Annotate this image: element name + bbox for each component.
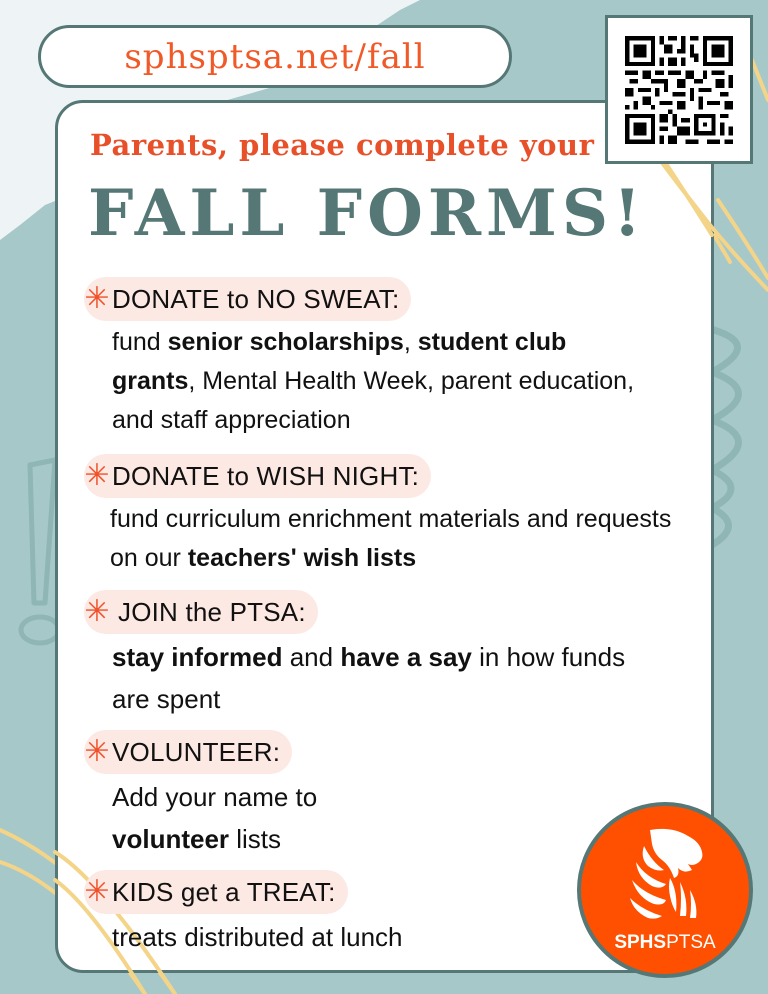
- section-description: [84, 323, 644, 440]
- tiger-icon: [622, 826, 708, 930]
- text-run: , Mental Health Week, parent education, and staff appreciation: [112, 367, 635, 434]
- qr-code[interactable]: [605, 15, 753, 164]
- section-label-pill: [84, 870, 348, 914]
- section-volunteer: [84, 730, 384, 860]
- section-kids-treat: [84, 870, 564, 958]
- text-run: fund curriculum enrichment materials and requests on our: [110, 505, 672, 572]
- logo-text: [614, 932, 715, 954]
- asterisk-bullet-icon: ✳: [84, 458, 110, 493]
- url-text[interactable]: sphsptsa.net/fall: [124, 36, 426, 77]
- section-join-ptsa: [84, 590, 664, 720]
- text-run: ,: [403, 328, 418, 356]
- text-run: treats distributed at lunch: [112, 922, 403, 952]
- asterisk-bullet-icon: ✳: [84, 281, 110, 316]
- zigzag-doodle: [712, 330, 739, 545]
- section-description: [84, 776, 384, 860]
- qr-code-icon: [625, 36, 733, 144]
- section-label: VOLUNTEER:: [112, 736, 281, 767]
- section-label-pill: [84, 277, 411, 321]
- section-description: [84, 500, 674, 578]
- text-run: fund: [112, 328, 168, 356]
- section-label: DONATE to NO SWEAT:: [112, 283, 400, 314]
- url-banner[interactable]: [38, 25, 512, 88]
- text-run: lists: [229, 824, 282, 854]
- text-run: and: [282, 642, 341, 672]
- text-run: in how funds are spent: [112, 642, 626, 714]
- logo-text-light: PTSA: [666, 932, 716, 953]
- bold-text-run: have a say: [340, 642, 472, 672]
- asterisk-bullet-icon: ✳: [84, 734, 110, 769]
- section-no-sweat: [84, 277, 644, 440]
- section-label-pill: [84, 454, 431, 498]
- section-label: DONATE to WISH NIGHT:: [112, 460, 420, 491]
- section-label-pill: [84, 730, 292, 774]
- text-run: Add your name to: [112, 782, 318, 812]
- bold-text-run: senior scholarships: [167, 328, 404, 356]
- section-label: KIDS get a TREAT:: [112, 876, 336, 907]
- subtitle-heading: Parents, please complete your: [90, 128, 595, 162]
- asterisk-bullet-icon: ✳: [84, 594, 110, 629]
- bold-text-run: student club grants: [112, 328, 567, 395]
- sphsptsa-logo: [577, 802, 753, 978]
- asterisk-bullet-icon: ✳: [84, 874, 110, 909]
- bold-text-run: volunteer: [112, 824, 230, 854]
- exclamation-doodle: [30, 460, 55, 603]
- section-wish-night: [84, 454, 674, 578]
- section-description: [84, 916, 564, 958]
- bold-text-run: teachers' wish lists: [187, 544, 417, 572]
- section-label-pill: [84, 590, 318, 634]
- section-label: JOIN the PTSA:: [118, 596, 306, 627]
- section-description: [84, 636, 664, 720]
- logo-text-bold: SPHS: [614, 932, 667, 953]
- page-title: FALL FORMS!: [88, 176, 647, 251]
- bold-text-run: stay informed: [112, 642, 283, 672]
